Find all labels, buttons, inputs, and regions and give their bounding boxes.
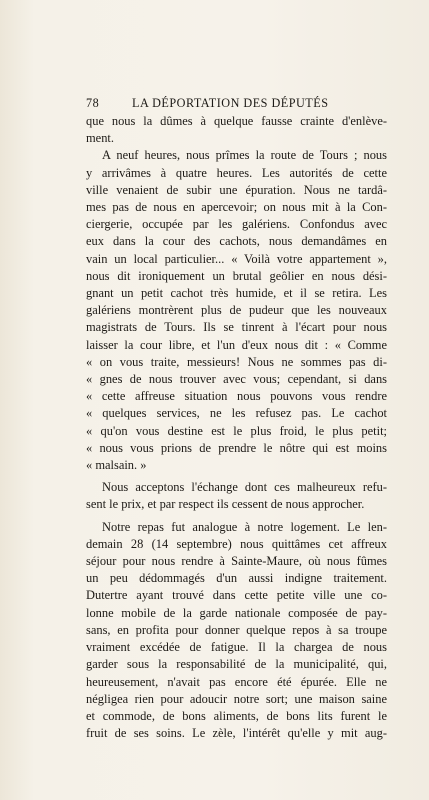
text-line: ciergerie, occupée par les galériens. Confondus avec bbox=[86, 217, 387, 232]
text-line: Nous acceptons l'échange dont ces malheureux refu- bbox=[102, 480, 387, 495]
text-line: A neuf heures, nous prîmes la route de Tours ; nous bbox=[102, 148, 387, 163]
text-line: sans, en profita pour donner quelque repos à sa troupe bbox=[86, 622, 387, 637]
text-line: eux dans la cour des cachots, nous demandâmes en bbox=[86, 234, 387, 249]
text-line: galériens montrèrent plus de pudeur que les nouveaux bbox=[86, 303, 387, 318]
text-line: « quelques services, ne les refusez pas. Le cachot bbox=[86, 406, 387, 421]
text-line: garder sous la responsabilité de la municipalité, qui, bbox=[86, 657, 387, 672]
text-line: séjour pour nous rendre à Sainte-Maure, où nous fûmes bbox=[86, 554, 387, 569]
text-line: « qu'on vous destine est le plus froid, le plus petit; bbox=[86, 423, 387, 438]
text-line: sent le prix, et par respect ils cessent de nous approcher. bbox=[86, 497, 365, 512]
text-line: négligea rien pour adoucir notre sort; une maison saine bbox=[86, 691, 387, 706]
body-text bbox=[86, 113, 387, 742]
text-line: et commode, de bons aliments, de bons lits furent le bbox=[86, 708, 387, 723]
text-line: magistrats de Tours. Ils se tinrent à l'écart pour nous bbox=[86, 320, 387, 335]
text-line: que nous la dûmes à quelque fausse crainte d'enlève- bbox=[86, 114, 387, 128]
text-line: vraiment excédée de fatigue. Il la chargea de nous bbox=[86, 640, 387, 655]
text-line: laisser la cour libre, et l'un d'eux nous dit : « Comme bbox=[86, 337, 387, 352]
text-line: ville venaient de subir une épuration. Nous ne tardâ- bbox=[86, 182, 387, 197]
text-line: « malsain. » bbox=[86, 458, 147, 473]
text-line: « cette affreuse situation nous pouvons vous rendre bbox=[86, 389, 387, 404]
text-line: ment. bbox=[86, 131, 114, 146]
text-line: mes pas de nous en apercevoir; on nous mit à la Con- bbox=[86, 200, 387, 215]
text-line: demain 28 (14 septembre) nous quittâmes cet affreux bbox=[86, 536, 387, 551]
page-number: 78 bbox=[86, 96, 100, 110]
text-line: Notre repas fut analogue à notre logement. Le len- bbox=[102, 519, 387, 534]
text-line: nous dit ironiquement un brutal geôlier en nous dési- bbox=[86, 268, 387, 283]
text-line: lonne mobile de la garde nationale composée de pay- bbox=[86, 605, 387, 620]
text-line: « nous vous prions de prendre le nôtre qui est moins bbox=[86, 440, 387, 455]
text-line: Dutertre ayant trouvé dans cette petite ville une co- bbox=[86, 588, 387, 603]
text-line: un peu dédommagés d'un aussi indigne traitement. bbox=[86, 571, 387, 586]
text-line: gnant un petit cachot très humide, et il se retira. Les bbox=[86, 286, 387, 301]
text-line: « on vous traite, messieurs! Nous ne sommes pas di- bbox=[86, 354, 387, 369]
text-line: fruit de ses soins. Le zèle, l'intérêt qu'elle y mit aug- bbox=[86, 726, 387, 741]
text-line: « gnes de nous trouver avec vous; cependant, si dans bbox=[86, 372, 387, 387]
text-line: y arrivâmes à quatre heures. Les autorités de cette bbox=[86, 165, 387, 180]
text-line: heureusement, n'avait pas encore été épurée. Elle ne bbox=[86, 674, 387, 689]
text-line: vain un local particulier... « Voilà votre appartement », bbox=[86, 251, 387, 266]
running-title: LA DÉPORTATION DES DÉPUTÉS bbox=[132, 96, 329, 110]
